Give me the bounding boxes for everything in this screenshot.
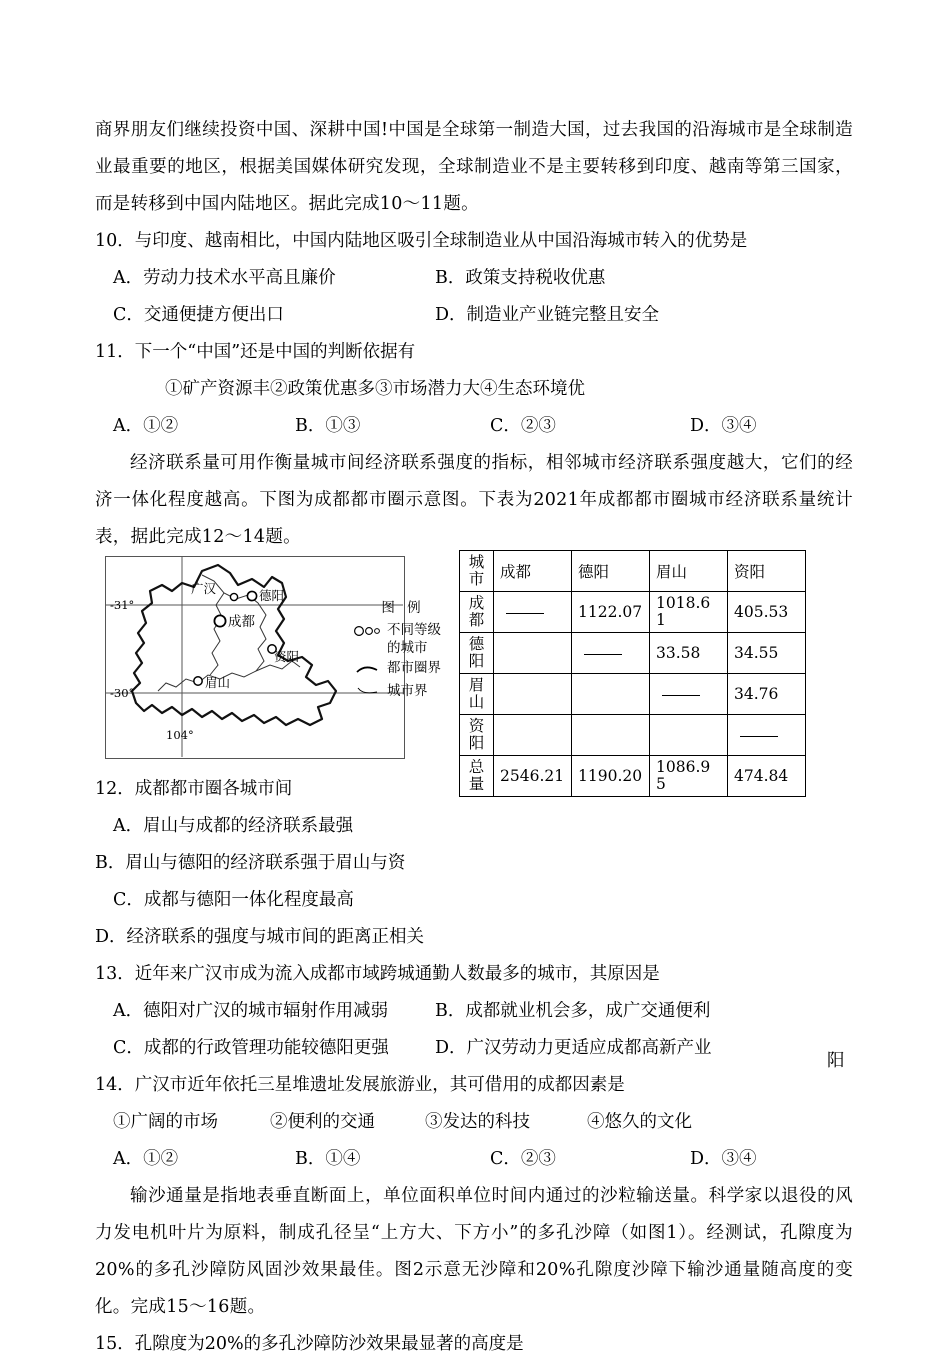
legend-label-city-boundary: 城市界 bbox=[387, 683, 428, 699]
q12-option-a[interactable]: A．眉山与成都的经济联系最强 bbox=[113, 816, 354, 836]
row-head-chengdu: 成都 bbox=[460, 592, 494, 633]
q10-option-a[interactable]: A．劳动力技术水平高且廉价 bbox=[113, 268, 336, 288]
cell-value: 1086.95 bbox=[656, 758, 711, 793]
legend-entry-metro-boundary bbox=[353, 659, 453, 680]
row-head-ziyang: 资阳 bbox=[460, 715, 494, 756]
question-10-stem: 10．与印度、越南相比，中国内陆地区吸引全球制造业从中国沿海城市转入的优势是 bbox=[95, 231, 748, 251]
q11-option-b[interactable]: B．①③ bbox=[295, 416, 361, 436]
row-head-total: 总量 bbox=[460, 756, 494, 797]
legend-entry-city-boundary bbox=[353, 682, 453, 703]
q10-option-b[interactable]: B．政策支持税收优惠 bbox=[435, 268, 606, 288]
cell-total-ziyang: 474.84 bbox=[728, 756, 806, 797]
svg-text:-31°: -31° bbox=[110, 598, 135, 612]
q10-option-d[interactable]: D．制造业产业链完整且安全 bbox=[435, 305, 660, 325]
q14-option-d[interactable]: D．③④ bbox=[690, 1149, 757, 1169]
cell-total-deyang: 1190.20 bbox=[572, 756, 650, 797]
q13-option-a[interactable]: A．德阳对广汉的城市辐射作用减弱 bbox=[113, 1001, 389, 1021]
cell-meishan-meishan bbox=[650, 674, 728, 715]
q14-item-3: ③发达的科技 bbox=[425, 1112, 530, 1132]
city-boundary-icon bbox=[353, 682, 383, 703]
q11-option-d[interactable]: D．③④ bbox=[690, 416, 757, 436]
cell-deyang-chengdu bbox=[494, 633, 572, 674]
table-col-ziyang: 资阳 bbox=[728, 551, 806, 592]
question-12-stem: 12．成都都市圈各城市间 bbox=[95, 779, 293, 799]
page-content bbox=[95, 112, 853, 1363]
question-13-options bbox=[95, 993, 853, 1030]
table-col-chengdu: 成都 bbox=[494, 551, 572, 592]
economic-linkage-table bbox=[459, 550, 806, 797]
question-15-stem: 15．孔隙度为20%的多孔沙障防沙效果最显著的高度是 bbox=[95, 1334, 524, 1354]
svg-text:广汉: 广汉 bbox=[190, 581, 216, 596]
cell-chengdu-chengdu bbox=[494, 592, 572, 633]
question-13-options-2 bbox=[95, 1030, 853, 1067]
cell-meishan-ziyang: 34.76 bbox=[728, 674, 806, 715]
passage-economic-linkage: 经济联系量可用作衡量城市间经济联系强度的指标，相邻城市经济联系强度越大，它们的经济一体化程度越高。下图为成都都市圈示意图。下表为2021年成都都市圈城市经济联系量统计表，据此完成12～14题。 bbox=[95, 453, 853, 547]
q12-option-d[interactable]: D．经济联系的强度与城市间的距离正相关 bbox=[95, 927, 425, 947]
table-col-deyang: 德阳 bbox=[572, 551, 650, 592]
table-col-meishan: 眉山 bbox=[650, 551, 728, 592]
q13-option-b[interactable]: B．成都就业机会多，成广交通便利 bbox=[435, 1001, 711, 1021]
cell-ziyang-ziyang bbox=[728, 715, 806, 756]
svg-text:资阳: 资阳 bbox=[274, 649, 300, 664]
q14-option-b[interactable]: B．①④ bbox=[295, 1149, 361, 1169]
cell-chengdu-deyang: 1122.07 bbox=[572, 592, 650, 633]
q12-option-b-tail: 阳 bbox=[827, 1051, 845, 1071]
cell-deyang-ziyang: 34.55 bbox=[728, 633, 806, 674]
question-14-items bbox=[95, 1104, 853, 1141]
svg-text:成都: 成都 bbox=[228, 614, 255, 630]
row-head-deyang: 德阳 bbox=[460, 633, 494, 674]
table-col-city: 城市 bbox=[460, 551, 494, 592]
q13-option-d[interactable]: D．广汉劳动力更适应成都高新产业 bbox=[435, 1038, 712, 1058]
cell-ziyang-chengdu bbox=[494, 715, 572, 756]
q14-option-c[interactable]: C．②③ bbox=[490, 1149, 556, 1169]
cell-meishan-chengdu bbox=[494, 674, 572, 715]
q10-option-c[interactable]: C．交通便捷方便出口 bbox=[113, 305, 284, 325]
q14-option-a[interactable]: A．①② bbox=[113, 1149, 179, 1169]
legend-label-metro-boundary: 都市圈界 bbox=[387, 660, 441, 676]
question-11-options bbox=[95, 408, 853, 445]
question-10-options-2 bbox=[95, 297, 853, 334]
cell-deyang-deyang bbox=[572, 633, 650, 674]
q14-item-2: ②便利的交通 bbox=[270, 1112, 375, 1132]
table-row bbox=[460, 715, 806, 756]
q14-item-4: ④悠久的文化 bbox=[587, 1112, 692, 1132]
q12-option-c[interactable]: C．成都与德阳一体化程度最高 bbox=[113, 890, 354, 910]
question-11-stem: 11．下一个“中国”还是中国的判断依据有 bbox=[95, 342, 416, 362]
cell-total-chengdu: 2546.21 bbox=[494, 756, 572, 797]
question-11-items: ①矿产资源丰②政策优惠多③市场潜力大④生态环境优 bbox=[165, 379, 585, 399]
cell-ziyang-deyang bbox=[572, 715, 650, 756]
legend-label-cities: 不同等级的城市 bbox=[387, 622, 441, 656]
row-head-meishan: 眉山 bbox=[460, 674, 494, 715]
q11-option-a[interactable]: A．①② bbox=[113, 416, 179, 436]
legend-entry-cities bbox=[353, 621, 453, 657]
cell-meishan-deyang bbox=[572, 674, 650, 715]
question-10-options bbox=[95, 260, 853, 297]
svg-text:-30°: -30° bbox=[110, 686, 135, 700]
cell-chengdu-ziyang: 405.53 bbox=[728, 592, 806, 633]
map-legend bbox=[353, 598, 453, 705]
table-header-row bbox=[460, 551, 806, 592]
legend-title: 图 例 bbox=[381, 600, 425, 616]
passage-sand-barrier: 输沙通量是指地表垂直断面上，单位面积单位时间内通过的沙粒输送量。科学家以退役的风力发电机叶片为原料，制成孔径呈“上方大、下方小”的多孔沙障（如图1）。经测试，孔隙度为20%的多孔沙障防风固沙效果最佳。图2示意无沙障和20%孔隙度沙障下输沙通量随高度的变化。完成15～16题。 bbox=[95, 1186, 853, 1317]
passage-manufacturing: 商界朋友们继续投资中国、深耕中国!中国是全球第一制造大国，过去我国的沿海城市是全球制造业最重要的地区，根据美国媒体研究发现，全球制造业不是主要转移到印度、越南等第三国家，而是转移到中国内陆地区。据此完成10～11题。 bbox=[95, 120, 853, 214]
svg-text:德阳: 德阳 bbox=[259, 588, 285, 603]
cell-value: 1018.61 bbox=[656, 594, 711, 629]
question-14-options bbox=[95, 1141, 853, 1178]
svg-text:104°: 104° bbox=[166, 728, 194, 742]
q11-option-c[interactable]: C．②③ bbox=[490, 416, 556, 436]
table-row bbox=[460, 633, 806, 674]
question-13-stem: 13．近年来广汉市成为流入成都市域跨城通勤人数最多的城市，其原因是 bbox=[95, 964, 660, 984]
cell-ziyang-meishan bbox=[650, 715, 728, 756]
svg-text:眉山: 眉山 bbox=[205, 675, 231, 690]
q14-item-1: ①广阔的市场 bbox=[113, 1112, 218, 1132]
table-row bbox=[460, 592, 806, 633]
table-row bbox=[460, 674, 806, 715]
cell-chengdu-meishan bbox=[650, 592, 728, 633]
city-circles-icon bbox=[353, 621, 383, 642]
q12-option-b[interactable]: B．眉山与德阳的经济联系强于眉山与资 bbox=[95, 853, 406, 873]
metro-boundary-icon bbox=[353, 659, 383, 680]
question-14-stem: 14．广汉市近年依托三星堆遗址发展旅游业，其可借用的成都因素是 bbox=[95, 1075, 625, 1095]
cell-deyang-meishan: 33.58 bbox=[650, 633, 728, 674]
q13-option-c[interactable]: C．成都的行政管理功能较德阳更强 bbox=[113, 1038, 389, 1058]
